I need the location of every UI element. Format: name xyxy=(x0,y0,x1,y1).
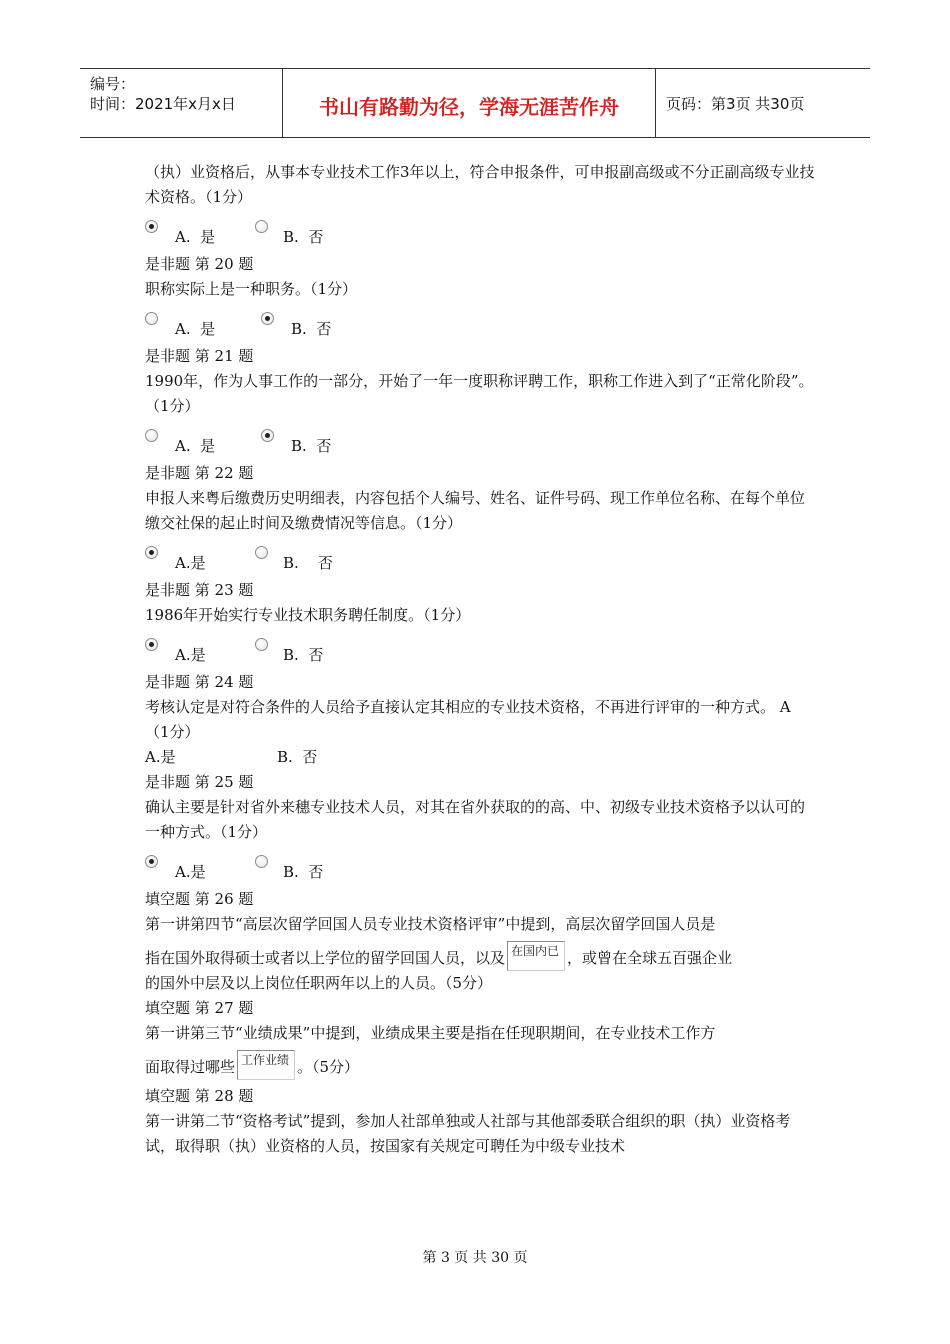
time-label: 时间：2021年x月x日 xyxy=(90,95,236,113)
option-b-label: B. 否 xyxy=(283,863,324,881)
radio-b-icon[interactable] xyxy=(255,220,268,233)
option-a-label: A. 是 xyxy=(175,437,216,455)
text-after-blank: ，或曾在全球五百强企业 xyxy=(567,949,733,967)
question-heading: 是非题 第 24 题 xyxy=(145,673,254,691)
radio-a-icon[interactable] xyxy=(145,220,158,233)
answer-input[interactable] xyxy=(237,1050,295,1080)
radio-a-icon[interactable] xyxy=(145,546,158,559)
page-header xyxy=(80,68,870,138)
page-footer: 第 3 页 共 30 页 xyxy=(422,1250,528,1266)
radio-a-icon[interactable] xyxy=(145,638,158,651)
question-text: 申报人来粤后缴费历史明细表，内容包括个人编号、姓名、证件号码、现工作单位名称、在每个单位缴交社保的起止时间及缴费情况等信息。（1分） xyxy=(145,489,806,532)
question-heading: 是非题 第 20 题 xyxy=(145,255,254,273)
option-a-label: A.是 xyxy=(175,863,206,881)
answer-input-value: 工作业绩 xyxy=(241,1053,290,1067)
motto: 书山有路勤为径，学海无涯苦作舟 xyxy=(319,95,619,119)
option-a-label: A. 是 xyxy=(175,320,216,338)
option-a-label: A.是 xyxy=(175,554,206,572)
question-text: 第一讲第三节“业绩成果”中提到，业绩成果主要是指在任现职期间，在专业技术工作方 xyxy=(145,1024,716,1042)
radio-a-icon[interactable] xyxy=(145,312,158,325)
question-heading: 是非题 第 25 题 xyxy=(145,773,254,791)
header-left-cell xyxy=(80,69,282,137)
question-text: 考核认定是对符合条件的人员给予直接认定其相应的专业技术资格，不再进行评审的一种方式。 A（1分） xyxy=(145,698,791,741)
question-heading: 填空题 第 26 题 xyxy=(145,890,254,908)
radio-b-icon[interactable] xyxy=(255,855,268,868)
answer-input-value: 在国内已 xyxy=(511,944,560,958)
answer-options xyxy=(145,745,815,770)
question-text: 确认主要是针对省外来穗专业技术人员，对其在省外获取的的高、中、初级专业技术资格予以认可的一种方式。（1分） xyxy=(145,798,806,841)
serial-label: 编号： xyxy=(90,75,136,93)
answer-options xyxy=(145,419,815,461)
question-heading: 是非题 第 21 题 xyxy=(145,347,254,365)
answer-options xyxy=(145,628,815,670)
option-b-label: B. 否 xyxy=(291,320,332,338)
option-b-label: B. 否 xyxy=(283,554,333,572)
question-heading: 是非题 第 23 题 xyxy=(145,581,254,599)
radio-b-icon[interactable] xyxy=(261,429,274,442)
option-a-label: A. 是 xyxy=(175,228,216,246)
question-heading: 是非题 第 22 题 xyxy=(145,464,254,482)
radio-b-icon[interactable] xyxy=(255,638,268,651)
text-before-blank: 面取得过哪些 xyxy=(145,1058,236,1076)
question-content xyxy=(145,160,815,1159)
answer-options xyxy=(145,845,815,887)
text-before-blank: 指在国外取得硕士或者以上学位的留学回国人员，以及 xyxy=(145,949,506,967)
question-heading: 填空题 第 28 题 xyxy=(145,1087,254,1105)
radio-a-icon[interactable] xyxy=(145,855,158,868)
option-a-label: A.是 xyxy=(175,646,206,664)
question-text: （执）业资格后，从事本专业技术工作3年以上，符合申报条件，可申报副高级或不分正副高级专业技术资格。（1分） xyxy=(145,163,815,206)
option-b-label: B. 否 xyxy=(283,228,324,246)
answer-options xyxy=(145,210,815,252)
question-text: 1986年开始实行专业技术职务聘任制度。（1分） xyxy=(145,606,471,624)
option-b-label: B. 否 xyxy=(291,437,332,455)
fill-line xyxy=(145,941,815,971)
radio-b-icon[interactable] xyxy=(255,546,268,559)
question-text: 的国外中层及以上岗位任职两年以上的人员。（5分） xyxy=(145,974,493,992)
option-b-label: B. 否 xyxy=(277,748,318,766)
answer-input[interactable] xyxy=(507,941,565,971)
question-text: 职称实际上是一种职务。（1分） xyxy=(145,280,358,298)
header-right-cell xyxy=(656,69,870,137)
question-heading: 填空题 第 27 题 xyxy=(145,999,254,1017)
answer-options xyxy=(145,536,815,578)
question-text: 第一讲第二节“资格考试”提到，参加人社部单独或人社部与其他部委联合组织的职（执）业资格考试，取得职（执）业资格的人员，按国家有关规定可聘任为中级专业技术 xyxy=(145,1112,791,1155)
page-info: 页码：第3页 共30页 xyxy=(666,95,805,113)
radio-b-icon[interactable] xyxy=(261,312,274,325)
option-a-label: A.是 xyxy=(145,748,176,766)
header-motto-cell xyxy=(282,69,656,137)
fill-line xyxy=(145,1050,815,1080)
option-b-label: B. 否 xyxy=(283,646,324,664)
question-text: 第一讲第四节“高层次留学回国人员专业技术资格评审”中提到，高层次留学回国人员是 xyxy=(145,915,716,933)
text-after-blank: 。（5分） xyxy=(297,1058,360,1076)
radio-a-icon[interactable] xyxy=(145,429,158,442)
question-text: 1990年，作为人事工作的一部分，开始了一年一度职称评聘工作，职称工作进入到了“正常化阶段”。（1分） xyxy=(145,372,814,415)
answer-options xyxy=(145,302,815,344)
